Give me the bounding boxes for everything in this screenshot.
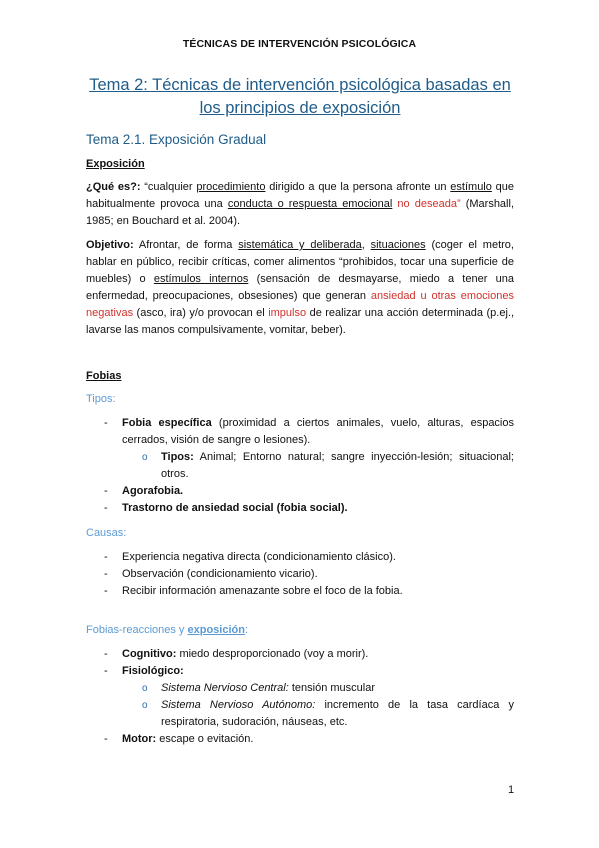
sub-list-item: [86, 680, 514, 697]
sub-list-item: [86, 697, 514, 731]
objetivo-label: Objetivo:: [86, 239, 134, 251]
title-line-2: los principios de exposición: [199, 99, 401, 117]
list-item: - Recibir información amenazante sobre el foco de la fobia.: [86, 583, 514, 600]
list-item: - Observación (condicionamiento vicario).: [86, 566, 514, 583]
item-bold: Motor:: [122, 733, 157, 745]
label-colon: :: [244, 624, 249, 636]
item-text: (proximidad a ciertos animales, vuelo, alturas, espacios cerrados, visión de sangre o lesiones).: [122, 417, 514, 446]
que-es-paragraph: [86, 179, 514, 230]
item-text: escape o evitación.: [156, 733, 254, 745]
underlined-term: situaciones: [370, 239, 426, 251]
title-line-1: Tema 2: Técnicas de intervención psicológica basadas en: [89, 76, 511, 94]
causas-list: [86, 549, 514, 600]
tipos-label: Tipos:: [86, 393, 116, 405]
item-text: Animal; Entorno natural; sangre inyección-lesión; situacional; otros.: [161, 451, 514, 480]
que-es-label: ¿Qué es?:: [86, 181, 141, 193]
reacciones-label: [86, 622, 514, 639]
body-content: [86, 131, 514, 748]
label-bold: exposición: [187, 624, 245, 636]
list-item: [86, 415, 514, 449]
item-bold: Tipos:: [161, 451, 194, 463]
underlined-term: conducta o respuesta emocional: [227, 198, 393, 210]
underlined-term: procedimiento: [196, 181, 266, 193]
highlight-red: impulso: [268, 307, 307, 319]
highlight-red: ansiedad u otras emociones negativas: [86, 290, 514, 319]
section-heading: Tema 2.1. Exposición Gradual: [86, 132, 267, 147]
item-italic: Sistema Nervioso Central:: [161, 682, 289, 694]
text-run: de realizar una acción determinada (p.ej., lavarse las manos compulsivamente, vomitar, beber).: [86, 307, 514, 336]
text-run: que habitualmente provoca una: [86, 181, 514, 210]
reacciones-list: [86, 646, 514, 748]
item-bold: Agorafobia.: [122, 485, 184, 497]
running-header: TÉCNICAS DE INTERVENCIÓN PSICOLÓGICA: [182, 38, 417, 50]
list-item: [86, 483, 514, 500]
label-text: Fobias-reacciones y: [86, 624, 188, 636]
page-number: 1: [508, 784, 515, 796]
list-item: [86, 646, 514, 663]
item-bold: Trastorno de ansiedad social (fobia social).: [122, 502, 348, 514]
list-item: [86, 500, 514, 517]
text-run: (sensación de desmayarse, miedo a tener una enfermedad, preocupaciones, obsesiones) que generan: [86, 273, 514, 302]
exposicion-heading: Exposición: [86, 158, 145, 170]
list-item: [86, 731, 514, 748]
list-item: - Experiencia negativa directa (condicionamiento clásico).: [86, 549, 514, 566]
text-run: Afrontar, de forma: [133, 239, 239, 251]
causas-label: Causas:: [86, 527, 127, 539]
text-run: ,: [361, 239, 371, 251]
sub-list-item: [86, 449, 514, 483]
list-item: [86, 663, 514, 680]
text-run: (asco, ira) y/o provocan el: [133, 307, 269, 319]
text-run: “cualquier: [140, 181, 197, 193]
item-text: miedo desproporcionado (voy a morir).: [176, 648, 369, 660]
item-text: tensión muscular: [288, 682, 375, 694]
fobias-heading: Fobias: [86, 370, 122, 382]
text-run: dirigido a que la persona afronte un: [265, 181, 451, 193]
text-run: (coger el metro, hablar en público, recibir críticas, comer alimentos “prohibidos, tocar una superficie de muebles) o: [86, 239, 514, 285]
objetivo-paragraph: [86, 237, 514, 339]
item-italic: Sistema Nervioso Autónomo:: [161, 699, 316, 711]
underlined-term: estímulo: [450, 181, 492, 193]
item-bold: Cognitivo:: [122, 648, 177, 660]
highlight-red: no deseada”: [392, 198, 461, 210]
text-run: (Marshall, 1985; en Bouchard et al. 2004).: [86, 198, 514, 227]
tipos-list: [86, 415, 514, 517]
underlined-term: sistemática y deliberada: [238, 239, 362, 251]
item-text: incremento de la tasa cardíaca y respiratoria, sudoración, náuseas, etc.: [161, 699, 515, 728]
item-bold: Fobia específica: [122, 417, 212, 429]
item-bold: Fisiológico:: [122, 665, 184, 677]
underlined-term: estímulos internos: [153, 273, 249, 285]
document-title: [80, 74, 520, 120]
